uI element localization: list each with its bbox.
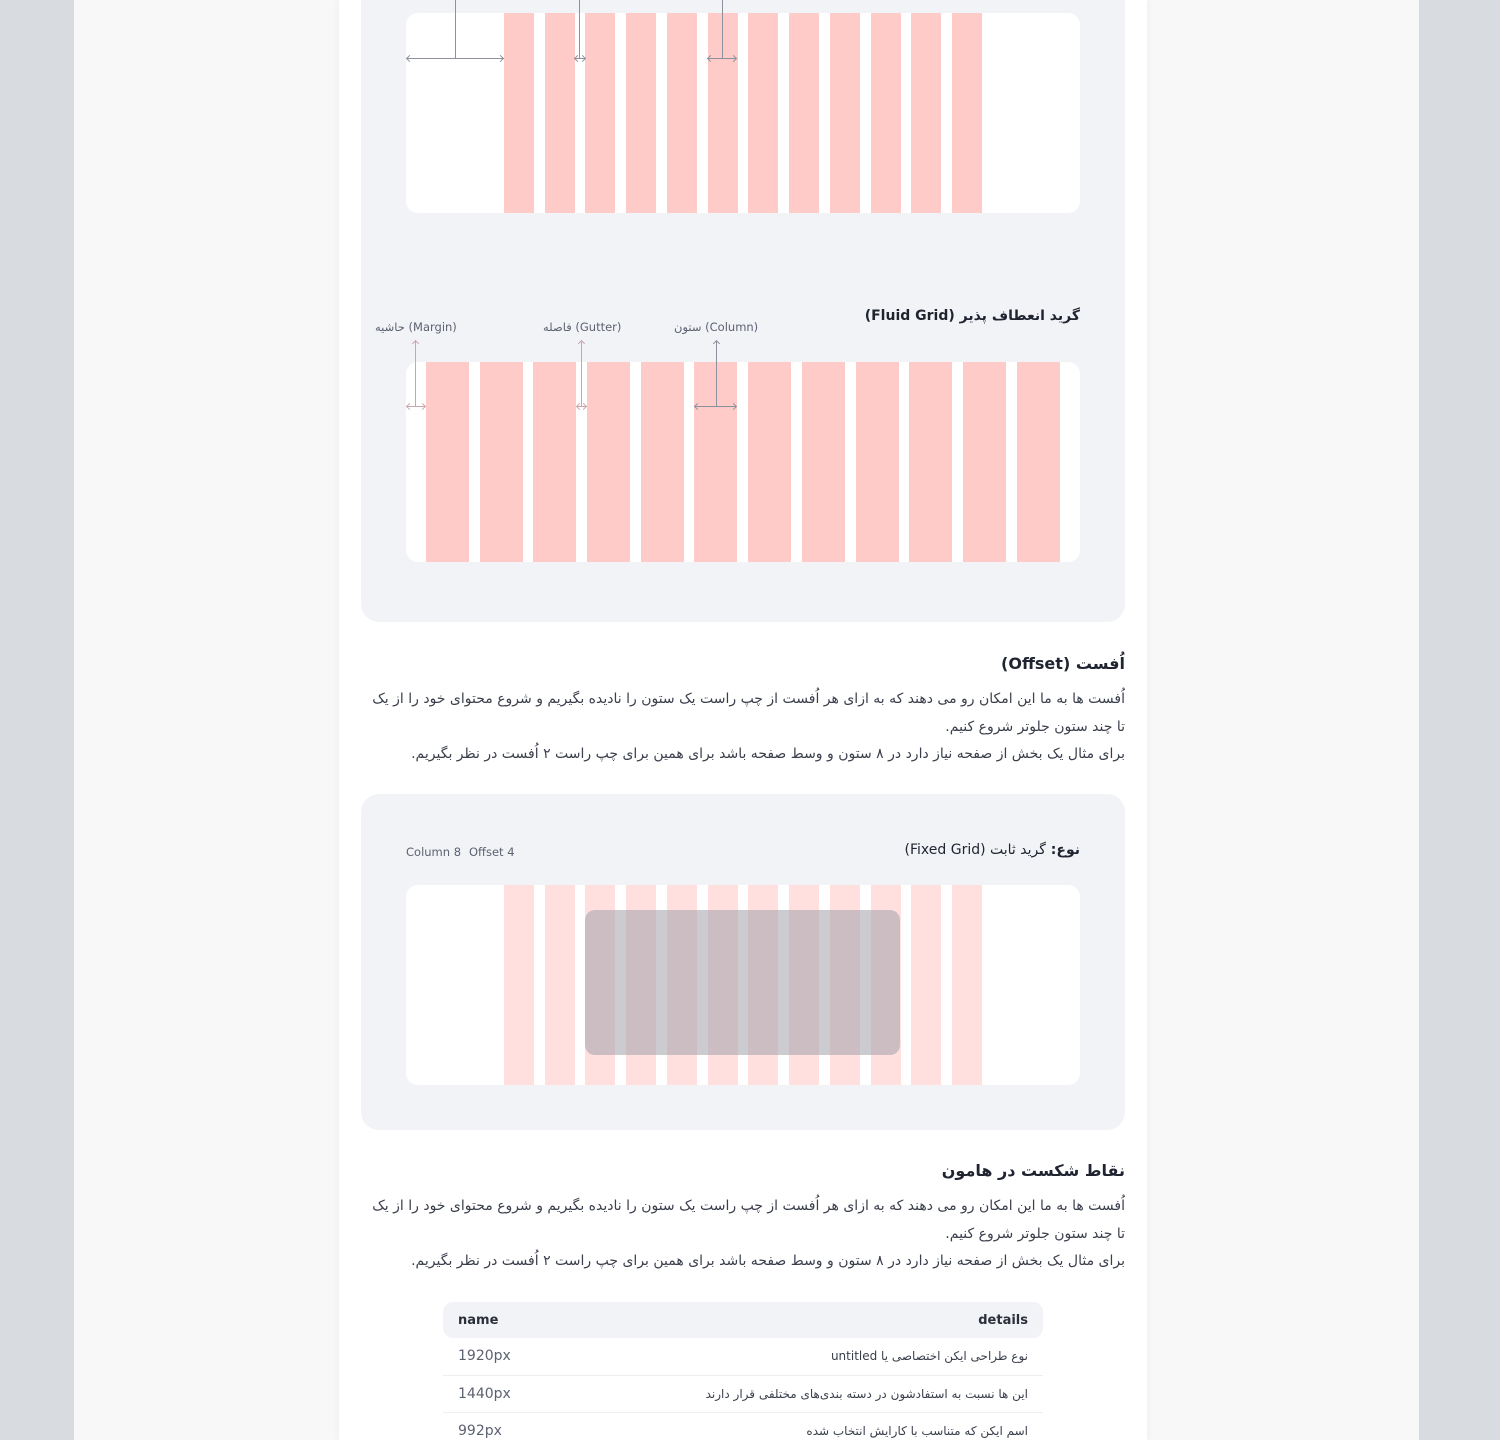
breakpoints-table — [443, 1302, 1043, 1440]
grid-column — [963, 362, 1006, 562]
grid-column — [480, 362, 523, 562]
cell-name: 992px — [443, 1412, 557, 1440]
table-header-row — [443, 1302, 1043, 1338]
fixed-grid-example — [406, 13, 1080, 213]
grid-column — [911, 13, 941, 213]
grid-column — [830, 13, 860, 213]
table-row — [443, 1338, 1043, 1375]
table-row — [443, 1412, 1043, 1440]
offset-example-type — [905, 842, 1080, 858]
cell-details: این ها نسبت به استفادشون در دسته بندی‌های مختلفی قرار دارند — [557, 1375, 1043, 1412]
grid-column — [585, 13, 615, 213]
grid-column — [952, 13, 982, 213]
fluid-grid-title: گرید انعطاف پذیر (Fluid Grid) — [864, 308, 1080, 324]
grid-column — [708, 13, 738, 213]
grid-column — [545, 885, 575, 1085]
grid-column — [871, 13, 901, 213]
breakpoints-paragraph-1: اُفست ها به ما این امکان رو می دهند که به ازای هر اُفست از چپ راست یک ستون را نادیده بگیریم و شروع محتوای خود را از یک تا چند ستون جلوتر شروع کنیم. — [372, 1198, 1125, 1242]
grid-column — [545, 13, 575, 213]
fluid-grid-example — [406, 362, 1080, 562]
column-count-label: Column 8 — [406, 845, 462, 859]
offset-paragraph-2: برای مثال یک بخش از صفحه نیاز دارد در ۸ ستون و وسط صفحه باشد برای همین برای چپ راست ۲ اُفست در نظر بگیریم. — [411, 746, 1125, 762]
grid-column — [641, 362, 684, 562]
table-row — [443, 1375, 1043, 1412]
offset-paragraph-1: اُفست ها به ما این امکان رو می دهند که به ازای هر اُفست از چپ راست یک ستون را نادیده بگیریم و شروع محتوای خود را از یک تا چند ستون جلوتر شروع کنیم. — [372, 691, 1125, 735]
type-label: نوع: — [1050, 842, 1080, 858]
column-label: ستون (Column) — [674, 320, 759, 334]
offset-count-label: Offset 4 — [469, 845, 515, 859]
grid-column — [789, 13, 819, 213]
offset-content-block — [585, 910, 900, 1055]
margin-label: حاشیه (Margin) — [375, 320, 457, 334]
grid-column — [909, 362, 952, 562]
grid-column — [504, 885, 534, 1085]
grid-column — [952, 885, 982, 1085]
grid-column — [1017, 362, 1060, 562]
grid-column — [587, 362, 630, 562]
gutter-label: فاصله (Gutter) — [543, 320, 622, 334]
grid-column — [533, 362, 576, 562]
column-header-details: details — [557, 1302, 1043, 1338]
grid-column — [626, 13, 656, 213]
offset-heading: اُفست (Offset) — [1001, 654, 1125, 673]
grid-column — [911, 885, 941, 1085]
grid-column — [748, 362, 791, 562]
grid-column — [426, 362, 469, 562]
breakpoints-paragraph-2: برای مثال یک بخش از صفحه نیاز دارد در ۸ ستون و وسط صفحه باشد برای همین برای چپ راست ۲ اُفست در نظر بگیریم. — [411, 1253, 1125, 1269]
type-value: گرید ثابت (Fixed Grid) — [904, 842, 1046, 858]
cell-name: 1440px — [443, 1375, 557, 1412]
grid-column — [748, 13, 778, 213]
grid-column — [802, 362, 845, 562]
grid-column — [856, 362, 899, 562]
column-header-name: name — [443, 1302, 557, 1338]
cell-name: 1920px — [443, 1338, 557, 1375]
grid-column — [667, 13, 697, 213]
breakpoints-heading: نقاط شکست در هامون — [941, 1161, 1125, 1180]
grid-column — [504, 13, 534, 213]
cell-details: اسم ایکن که متناسب با کارایش انتخاب شده — [557, 1412, 1043, 1440]
cell-details: نوع طراحی ایکن اختصاصی یا untitled — [557, 1338, 1043, 1375]
